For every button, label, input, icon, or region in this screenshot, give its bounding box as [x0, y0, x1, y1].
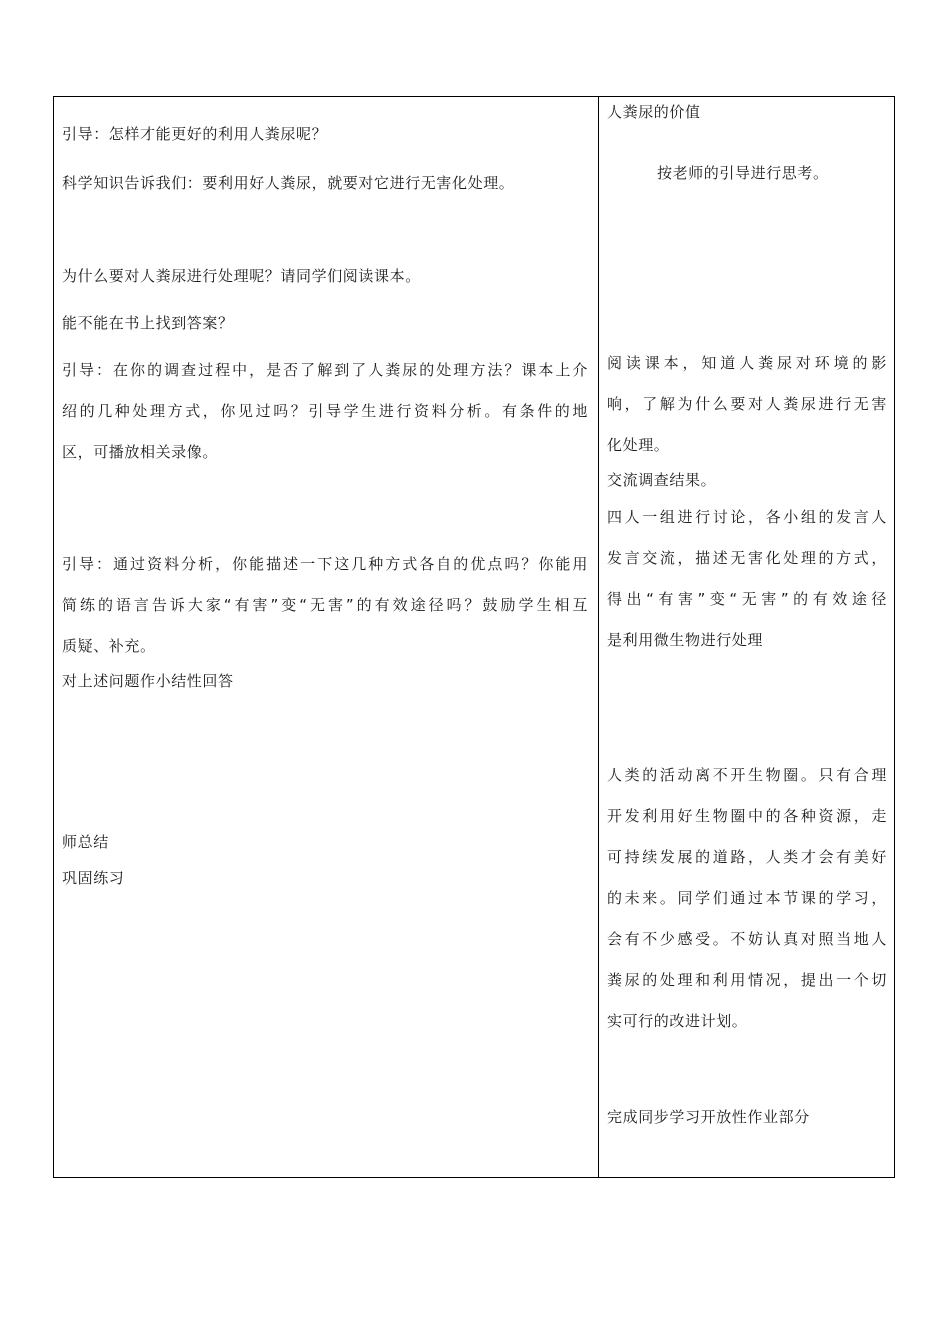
right-paragraph-7: 完成同步学习开放性作业部分: [607, 1108, 810, 1126]
left-paragraph-5-line-3: 区，可播放相关录像。: [62, 443, 219, 461]
left-paragraph-3: 为什么要对人粪尿进行处理呢？请同学们阅读课本。: [62, 267, 421, 285]
right-paragraph-6-line-5: 会有不少感受。不妨认真对照当地人: [607, 930, 887, 948]
left-paragraph-7: 对上述问题作小结性回答: [62, 672, 234, 690]
left-paragraph-6-line-1: 引导：通过资料分析，你能描述一下这几种方式各自的优点吗？你能用: [62, 555, 588, 573]
right-paragraph-4: 交流调查结果。: [607, 471, 717, 489]
right-paragraph-5-line-2: 发言交流，描述无害化处理的方式，: [607, 549, 887, 567]
right-paragraph-3-line-3: 化处理。: [607, 436, 670, 454]
left-paragraph-5-line-2: 绍的几种处理方式，你见过吗？引导学生进行资料分析。有条件的地: [62, 402, 588, 420]
right-paragraph-6-line-7: 实可行的改进计划。: [607, 1012, 748, 1030]
lesson-table: [53, 96, 895, 1178]
left-paragraph-9: 巩固练习: [62, 869, 125, 887]
left-paragraph-4: 能不能在书上找到答案？: [62, 314, 234, 332]
right-paragraph-6-line-4: 的未来。同学们通过本节课的学习，: [607, 889, 887, 907]
right-paragraph-5-line-3: 得出“有害”变“无害”的有效途径: [607, 590, 887, 608]
left-paragraph-8: 师总结: [62, 833, 109, 851]
left-paragraph-6-line-2: 简练的语言告诉大家“有害”变“无害”的有效途径吗？鼓励学生相互: [62, 596, 588, 614]
right-paragraph-1: 人粪尿的价值: [607, 103, 701, 121]
right-paragraph-3-line-1: 阅读课本，知道人粪尿对环境的影: [607, 354, 887, 372]
right-paragraph-6-line-6: 粪尿的处理和利用情况，提出一个切: [607, 971, 887, 989]
right-paragraph-3-line-2: 响，了解为什么要对人粪尿进行无害: [607, 395, 887, 413]
right-paragraph-2: 按老师的引导进行思考。: [657, 164, 829, 182]
right-paragraph-5-line-4: 是利用微生物进行处理: [607, 631, 764, 649]
right-paragraph-6-line-1: 人类的活动离不开生物圈。只有合理: [607, 766, 887, 784]
left-paragraph-5-line-1: 引导：在你的调查过程中，是否了解到了人粪尿的处理方法？课本上介: [62, 361, 588, 379]
right-paragraph-6-line-2: 开发利用好生物圈中的各种资源，走: [607, 807, 887, 825]
left-paragraph-6-line-3: 质疑、补充。: [62, 637, 156, 655]
right-paragraph-6-line-3: 可持续发展的道路，人类才会有美好: [607, 848, 887, 866]
right-paragraph-5-line-1: 四人一组进行讨论，各小组的发言人: [607, 508, 887, 526]
left-paragraph-2: 科学知识告诉我们：要利用好人粪尿，就要对它进行无害化处理。: [62, 174, 515, 192]
column-divider: [598, 97, 599, 1177]
left-paragraph-1: 引导：怎样才能更好的利用人粪尿呢？: [62, 125, 328, 143]
